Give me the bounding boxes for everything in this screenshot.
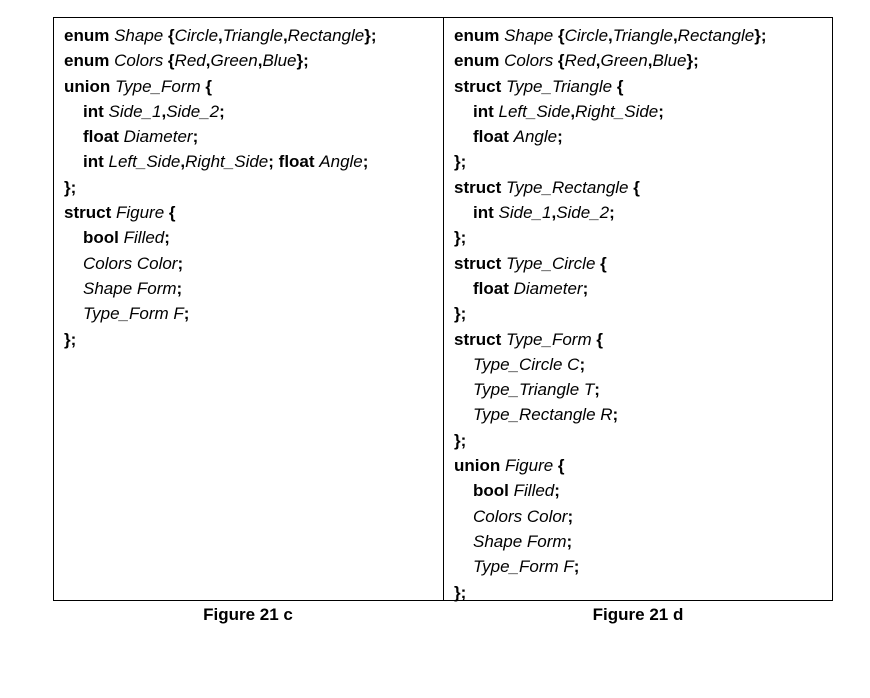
code-keyword: float xyxy=(473,278,509,298)
code-identifier: Type_Rectangle R xyxy=(473,405,613,425)
code-punctuation: ; xyxy=(219,101,225,121)
code-punctuation: }; xyxy=(454,430,467,450)
code-line xyxy=(454,251,832,276)
code-punctuation: ; xyxy=(192,127,199,147)
code-punctuation: { xyxy=(163,51,175,71)
code-punctuation: { xyxy=(164,203,176,223)
code-column-right xyxy=(444,18,832,600)
code-identifier: Type_Rectangle xyxy=(505,177,629,197)
code-line xyxy=(454,478,832,503)
figure-caption-right: Figure 21 d xyxy=(592,605,684,624)
code-line xyxy=(454,580,832,605)
code-identifier: Type_Form xyxy=(115,76,201,96)
code-identifier: Left_Side xyxy=(108,152,181,172)
code-identifier: Shape xyxy=(504,26,554,45)
code-line xyxy=(64,175,443,200)
code-line xyxy=(64,301,443,326)
figure-caption-left: Figure 21 c xyxy=(203,605,293,624)
code-identifier: Angle xyxy=(319,152,363,172)
code-identifier: Type_Triangle T xyxy=(473,380,595,400)
code-keyword: int xyxy=(473,203,494,223)
code-identifier: Blue xyxy=(652,51,687,71)
code-line xyxy=(454,504,832,529)
code-identifier: Side_2 xyxy=(166,101,220,121)
code-keyword: struct xyxy=(64,203,112,223)
code-identifier: Filled xyxy=(513,481,555,501)
code-keyword: struct xyxy=(454,253,502,273)
code-keyword: float xyxy=(473,127,509,147)
code-line xyxy=(454,175,832,200)
code-punctuation: { xyxy=(591,329,603,349)
code-line xyxy=(454,453,832,478)
code-identifier: Diameter xyxy=(513,278,583,298)
code-punctuation: ; xyxy=(183,304,190,324)
code-line xyxy=(454,327,832,352)
code-comparison-table xyxy=(53,17,833,601)
code-punctuation: ; xyxy=(177,253,184,273)
code-line xyxy=(454,99,832,124)
code-identifier: Figure xyxy=(505,456,554,476)
code-punctuation: }; xyxy=(454,582,467,602)
code-punctuation: , xyxy=(257,51,263,71)
code-punctuation: { xyxy=(553,456,565,476)
code-punctuation: }; xyxy=(454,228,467,248)
code-keyword: union xyxy=(64,76,111,96)
code-line xyxy=(64,99,443,124)
code-keyword: struct xyxy=(454,329,502,349)
code-identifier: Circle xyxy=(174,26,219,45)
code-punctuation: , xyxy=(551,203,557,223)
code-punctuation: ; xyxy=(164,228,170,248)
code-identifier: Colors xyxy=(114,51,164,71)
code-punctuation: }; xyxy=(686,51,699,71)
code-keyword: struct xyxy=(454,177,502,197)
code-keyword: float xyxy=(278,152,315,172)
code-keyword: enum xyxy=(64,26,110,45)
code-punctuation: { xyxy=(553,26,565,45)
code-keyword: int xyxy=(473,101,494,121)
code-identifier: Filled xyxy=(123,228,165,248)
code-punctuation: ; xyxy=(612,405,619,425)
code-punctuation: , xyxy=(205,51,211,71)
code-line xyxy=(64,251,443,276)
code-line xyxy=(454,428,832,453)
code-punctuation: , xyxy=(282,26,288,45)
code-identifier: Colors Color xyxy=(473,506,568,526)
code-line xyxy=(454,529,832,554)
code-line xyxy=(64,327,443,352)
code-punctuation: , xyxy=(218,26,223,45)
code-identifier: Right_Side xyxy=(575,101,659,121)
code-line xyxy=(64,225,443,250)
code-line xyxy=(454,276,832,301)
code-punctuation: , xyxy=(161,101,167,121)
code-identifier: Green xyxy=(210,51,258,71)
code-line xyxy=(454,225,832,250)
code-punctuation: }; xyxy=(296,51,309,71)
code-identifier: Rectangle xyxy=(287,26,365,45)
code-identifier: Blue xyxy=(262,51,297,71)
code-identifier: Angle xyxy=(513,127,558,147)
code-identifier: Type_Triangle xyxy=(505,76,613,96)
code-identifier: Shape Form xyxy=(473,531,567,551)
code-identifier: Right_Side xyxy=(185,152,269,172)
code-punctuation: ; xyxy=(557,127,563,147)
code-line xyxy=(454,352,832,377)
code-punctuation: , xyxy=(672,26,678,45)
code-keyword: union xyxy=(454,456,501,476)
code-line xyxy=(454,23,832,48)
code-identifier: Colors Color xyxy=(83,253,178,273)
code-punctuation: ; xyxy=(579,354,586,374)
code-line xyxy=(64,74,443,99)
code-punctuation: ; xyxy=(594,380,600,400)
code-identifier: Colors xyxy=(504,51,554,71)
code-keyword: enum xyxy=(64,51,110,71)
code-keyword: int xyxy=(83,101,104,121)
code-keyword: bool xyxy=(83,228,119,248)
code-line xyxy=(454,48,832,73)
code-punctuation: { xyxy=(163,26,175,45)
code-punctuation: ; xyxy=(566,531,573,551)
code-keyword: enum xyxy=(454,51,500,71)
code-punctuation: , xyxy=(570,101,576,121)
code-line xyxy=(64,124,443,149)
code-punctuation: { xyxy=(628,177,640,197)
code-line xyxy=(454,124,832,149)
code-identifier: Side_1 xyxy=(498,203,552,223)
code-line xyxy=(64,48,443,73)
code-keyword: struct xyxy=(454,76,502,96)
code-identifier: Side_2 xyxy=(556,203,610,223)
code-identifier: Left_Side xyxy=(498,101,571,121)
code-identifier: Shape xyxy=(114,26,164,45)
code-punctuation: ; xyxy=(573,557,580,577)
code-punctuation: }; xyxy=(64,329,77,349)
code-identifier: Shape Form xyxy=(83,278,177,298)
code-punctuation: , xyxy=(647,51,653,71)
code-keyword: int xyxy=(83,152,104,172)
code-punctuation: { xyxy=(612,76,624,96)
code-identifier: Diameter xyxy=(123,127,193,147)
code-punctuation: { xyxy=(595,253,607,273)
code-keyword: enum xyxy=(454,26,500,45)
code-identifier: Red xyxy=(174,51,206,71)
code-punctuation: }; xyxy=(454,152,467,172)
code-identifier: Type_Form F xyxy=(473,557,574,577)
code-identifier: Triangle xyxy=(222,26,283,45)
code-identifier: Circle xyxy=(564,26,609,45)
code-keyword: float xyxy=(83,127,119,147)
code-punctuation: ; xyxy=(268,152,279,172)
code-punctuation: ; xyxy=(362,152,369,172)
code-punctuation: { xyxy=(553,51,565,71)
code-punctuation: { xyxy=(200,76,212,96)
code-punctuation: ; xyxy=(567,506,574,526)
code-punctuation: ; xyxy=(609,203,615,223)
code-identifier: Triangle xyxy=(612,26,673,45)
code-punctuation: ; xyxy=(582,278,589,298)
code-column-left xyxy=(54,18,444,600)
code-punctuation: ; xyxy=(176,278,183,298)
code-identifier: Rectangle xyxy=(677,26,755,45)
code-punctuation: , xyxy=(180,152,186,172)
code-identifier: Figure xyxy=(115,203,165,223)
code-punctuation: ; xyxy=(658,101,664,121)
code-identifier: Type_Circle C xyxy=(473,354,580,374)
code-line xyxy=(454,402,832,427)
code-keyword: bool xyxy=(473,481,509,501)
code-punctuation: }; xyxy=(64,177,77,197)
code-line xyxy=(454,200,832,225)
code-line xyxy=(64,23,443,48)
code-line xyxy=(454,301,832,326)
code-identifier: Type_Form F xyxy=(83,304,184,324)
code-identifier: Type_Circle xyxy=(505,253,596,273)
code-line xyxy=(64,276,443,301)
code-line xyxy=(454,377,832,402)
code-line xyxy=(64,200,443,225)
code-identifier: Green xyxy=(600,51,648,71)
code-line xyxy=(454,554,832,579)
code-punctuation: , xyxy=(608,26,613,45)
code-identifier: Red xyxy=(564,51,596,71)
code-punctuation: }; xyxy=(754,26,767,45)
code-line xyxy=(454,149,832,174)
code-punctuation: , xyxy=(595,51,601,71)
code-punctuation: }; xyxy=(364,26,377,45)
code-punctuation: ; xyxy=(554,481,560,501)
code-line xyxy=(64,149,443,174)
code-identifier: Side_1 xyxy=(108,101,162,121)
code-identifier: Type_Form xyxy=(505,329,592,349)
code-punctuation: }; xyxy=(454,304,467,324)
code-line xyxy=(454,74,832,99)
